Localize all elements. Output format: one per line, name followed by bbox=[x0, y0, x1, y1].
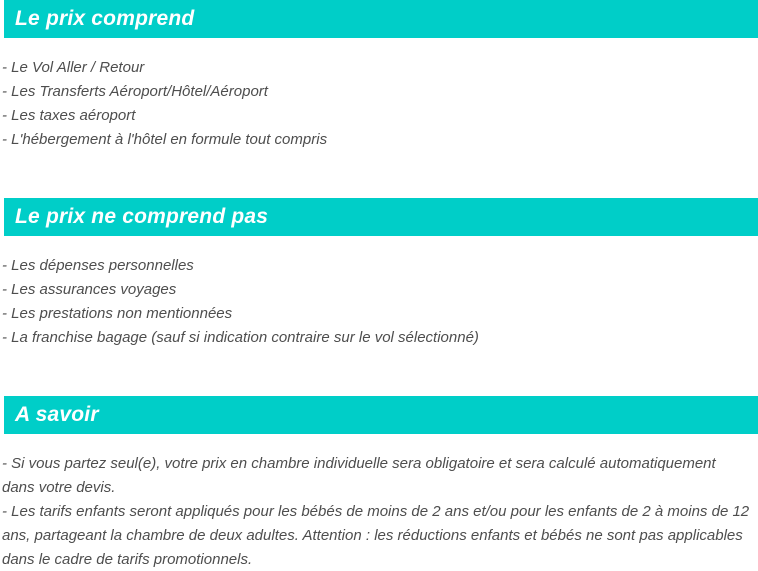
list-item: - Les dépenses personnelles bbox=[2, 257, 194, 274]
list-item: - Les taxes aéroport bbox=[2, 107, 136, 124]
section-good-to-know bbox=[0, 396, 758, 571]
section-title: Le prix comprend bbox=[15, 7, 195, 30]
section-body-good-to-know bbox=[0, 452, 758, 571]
section-header-price-excludes bbox=[4, 198, 758, 236]
list-item: - L'hébergement à l'hôtel en formule tout compris bbox=[2, 131, 328, 148]
section-price-excludes bbox=[0, 198, 758, 350]
section-price-includes bbox=[0, 0, 758, 152]
section-title: Le prix ne comprend pas bbox=[15, 205, 269, 228]
list-item: - Les Transferts Aéroport/Hôtel/Aéroport bbox=[2, 83, 268, 100]
list-item: - La franchise bagage (sauf si indication contraire sur le vol sélectionné) bbox=[2, 329, 479, 346]
section-header-good-to-know bbox=[4, 396, 758, 434]
list-item: - Les assurances voyages bbox=[2, 281, 177, 298]
list-item: - Le Vol Aller / Retour bbox=[2, 59, 145, 76]
section-header-price-includes bbox=[4, 0, 758, 38]
list-item: - Les prestations non mentionnées bbox=[2, 305, 233, 322]
paragraph: - Les tarifs enfants seront appliqués pour les bébés de moins de 2 ans et/ou pour les enfants de 2 à moins de 12 ans, partageant la chambre de deux adultes. Attention : les réductions enfants et bébés ne sont pas applicables dans le cadre de tarifs promotionnels. bbox=[2, 503, 750, 568]
section-body-price-includes bbox=[0, 56, 758, 152]
section-body-price-excludes bbox=[0, 254, 758, 350]
section-title: A savoir bbox=[15, 403, 99, 426]
paragraph: - Si vous partez seul(e), votre prix en chambre individuelle sera obligatoire et sera calculé automatiquement dans votre devis. bbox=[2, 455, 716, 496]
